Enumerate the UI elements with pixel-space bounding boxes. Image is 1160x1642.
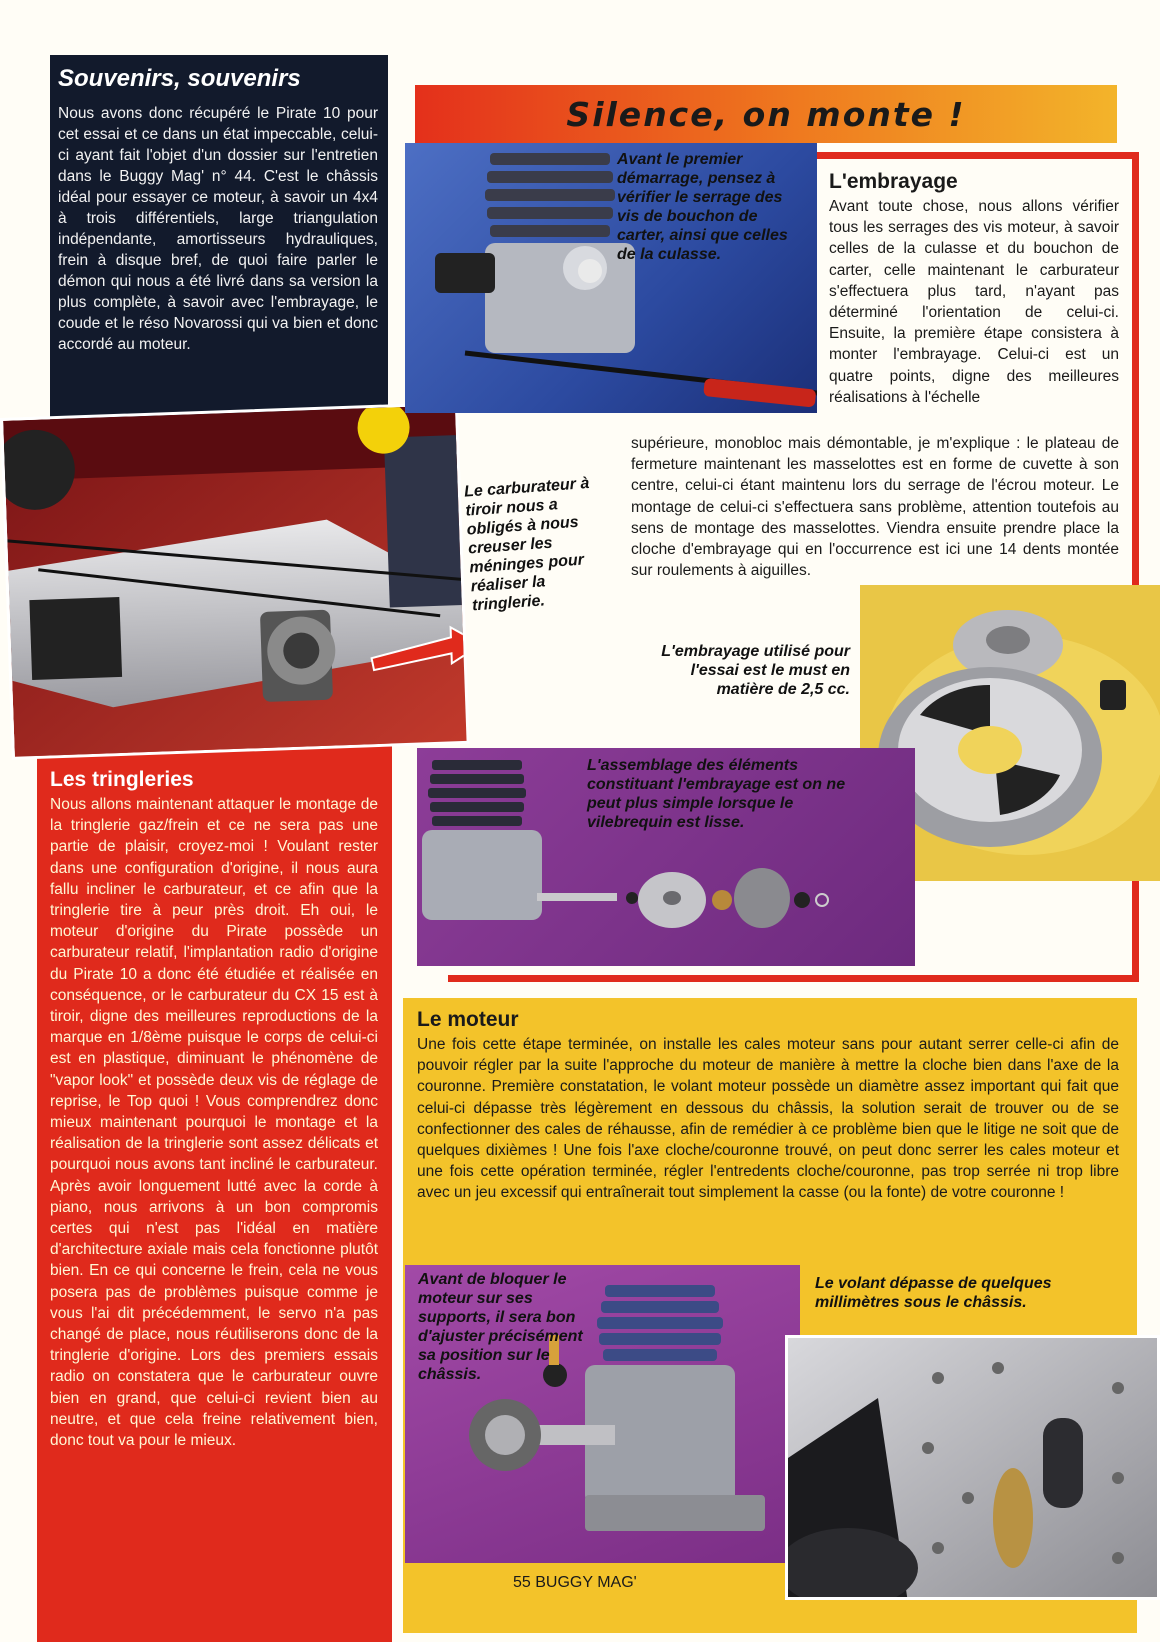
tringleries-title: Les tringleries (50, 768, 194, 791)
carburateur-caption: Le carburateur à tiroir nous a obligés à nous creuser les méninges pour réaliser la tringlerie. (463, 474, 590, 615)
banner-bar (415, 85, 1117, 143)
souvenirs-body: Nous avons donc récupéré le Pirate 10 pour cet essai et ce dans un état impeccable, celui-ci ayant fait l'objet d'un dossier sur l'entretien dans le Buggy Mag' n° 44. C'est le châssis idéal pour essayer ce moteur, à savoir un 4x4 à trois différentiels, large triangulation indépendante, amortisseurs hydrauliques, frein à disque bref, de quoi faire parler le démon qui nous a été livré dans sa version la plus complète, à savoir avec l'embrayage, le coude et le réso Novarossi qui va bien et donc accordé au moteur. (58, 105, 378, 353)
bloquer-caption: Avant de bloquer le moteur sur ses supports, il sera bon d'ajuster précisément sa position sur le châssis. (418, 1271, 583, 1383)
volant-caption: Le volant dépasse de quelques millimètres sous le châssis. (815, 1275, 1052, 1311)
moteur-body: Une fois cette étape terminée, on installe les cales moteur sans pour autant serrer celle-ci afin de pouvoir régler par la suite l'approche du moteur de manière à mettre la cloche bien dans l'axe de la couronne. Première constatation, le volant moteur possède un diamètre assez important qui fait que celui-ci dépasse très légèrement en dessous du châssis, la solution serait de trouver ou de se confectionner des cales de réhausse, afin de remédier à ce problème bien que le litige ne soit que de quelques dixièmes ! Une fois l'axe cloche/couronne trouvé, on peut donc serrer les cales moteur et une fois cette opération terminée, régler l'entredents cloche/couronne, pas trop serrée ni trop libre avec un jeu excessif qui entraînerait tout simplement la casse (ou la fonte) de votre couronne ! (417, 1036, 1119, 1202)
flywheel-chassis-illustration (788, 1338, 1160, 1600)
moteur-title: Le moteur (417, 1008, 519, 1031)
assemblage-caption: L'assemblage des éléments constituant l'embrayage est on ne peut plus simple lorsque le vilebrequin est lisse. (587, 757, 846, 831)
chassis-linkage-photo (0, 402, 470, 760)
souvenirs-box (50, 55, 388, 425)
embrayage-body-bottom: supérieure, monobloc mais démontable, je m'explique : le plateau de fermeture maintenant les masselottes est en forme de cuvette à son centre, celui-ci étant maintenu lors du serrage de l'écrou moteur. Le montage de celui-ci s'effectuera sans problème, attention toutefois au sens de montage des masselottes. Viendra ensuite prendre place la cloche d'embrayage qui en l'occurrence est ici une 14 dents montée sur roulements à aiguilles. (631, 435, 1119, 580)
embrayage-section-top (829, 170, 1119, 408)
demarrage-caption: Avant le premier démarrage, pensez à vérifier le serrage des vis de bouchon de carter, ainsi que celles de la culasse. (617, 151, 788, 263)
embrayage-frame-bottom (448, 975, 1139, 982)
embrayage-title: L'embrayage (829, 170, 958, 193)
page-footer: 55 BUGGY MAG' (513, 1574, 637, 1591)
flywheel-chassis-photo (785, 1335, 1160, 1600)
tringleries-section (50, 768, 378, 1451)
banner-title: Silence, on monte ! (566, 94, 966, 134)
souvenirs-title: Souvenirs, souvenirs (58, 65, 301, 92)
embrayage-body-top: Avant toute chose, nous allons vérifier tous les serrages des vis moteur, à savoir celles de la culasse et du bouchon de carter, celle maintenant le carburateur s'effectuera plus tard, n'ayant pas déterminé l'orientation de celui-ci. Ensuite, la première étape consistera à monter l'embrayage. Celui-ci est un quatre points, digne des meilleures réalisations à l'échelle (829, 198, 1119, 406)
chassis-linkage-illustration (3, 405, 470, 760)
embrayage-utilise-caption: L'embrayage utilisé pour l'essai est le must en matière de 2,5 cc. (661, 643, 850, 698)
tringleries-body: Nous allons maintenant attaquer le montage de la tringlerie gaz/frein et ce ne sera pas une partie de plaisir, croyez-moi ! Voulant rester dans une configuration d'origine, il nous aura fallu incliner le carburateur, et ce afin que la tringlerie tire à peur près droit. Eh oui, le moteur d'origine du Pirate possède un carburateur relatif, l'implantation radio d'origine du Pirate 10 a donc été étudiée et réalisée en conséquence, or le carburateur du CX 15 est à tiroir, digne des meilleures reproductions de la marque en 1/8ème puisque le corps de celui-ci est en plastique, diminuant le phénomène de "vapor look" et possède deux vis de réglage de reprise, le Top quoi ! Vous comprendrez donc mieux maintenant pourquoi le montage et la réalisation de la tringlerie sont assez délicats et pourquoi nous avons tant incliné le carburateur. Après avoir longuement lutté avec la corde à piano, nous arrivons à un bon compromis certes qui n'est pas l'idéal en matière d'architecture axiale mais cela fonctionne plutôt bien. En ce qui concerne le frein, cela ne vous posera pas de problèmes puisque comme je vous l'ai dit précédemment, le servo n'a pas changé de place, nous réutiliserons donc de la tringlerie d'origine. Lors des premiers essais radio on constatera que le carburateur ouvre bien en grand, que celui-ci revient bien au neutre, et que cela freine relativement bien, donc tout va pour le mieux. (50, 796, 378, 1450)
